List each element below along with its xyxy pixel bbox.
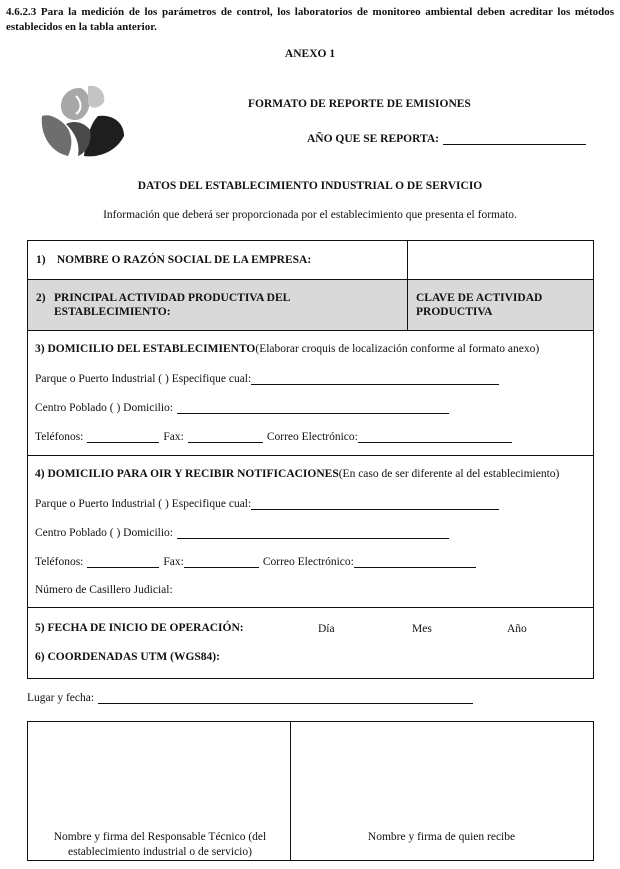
company-name-row (27, 240, 594, 280)
place-date-field (27, 692, 473, 704)
establishment-address-title: 3) DOMICILIO DEL ESTABLECIMIENTO (35, 343, 256, 355)
fax-label-2: Fax: (163, 556, 184, 568)
phones-line[interactable] (87, 431, 159, 443)
signature-table (27, 721, 594, 861)
form-title: FORMATO DE REPORTE DE EMISIONES (248, 98, 471, 110)
industrial-park-label: Parque o Puerto Industrial ( ) Especifique cual: (35, 373, 252, 385)
intro-number: 4.6.2.3 (6, 6, 37, 18)
phones-label: Teléfonos: (35, 431, 84, 443)
section-title: DATOS DEL ESTABLECIMIENTO INDUSTRIAL O DE SERVICIO (137, 180, 483, 192)
operation-start-label: 5) FECHA DE INICIO DE OPERACIÓN: (35, 622, 244, 634)
town-address-line[interactable] (177, 402, 449, 414)
place-date-line[interactable] (98, 692, 473, 704)
utm-coordinates-label: 6) COORDENADAS UTM (WGS84): (35, 651, 220, 663)
phones-label-2: Teléfonos: (35, 556, 84, 568)
month-label: Mes (412, 623, 432, 635)
place-date-label: Lugar y fecha: (27, 692, 95, 704)
industrial-park-line-2[interactable] (251, 498, 499, 510)
intro-text: Para la medición de los parámetros de control, los laboratorios de monitoreo ambiental deben acreditar los métodos establecidos en la tabla anterior. (6, 6, 615, 33)
town-address-label: Centro Poblado ( ) Domicilio: (35, 402, 173, 414)
year-input-line[interactable] (443, 132, 586, 145)
technical-responsible-signature-cell[interactable] (28, 722, 291, 860)
notification-address-title: 4) DOMICILIO PARA OIR Y RECIBIR NOTIFICACIONES (35, 468, 339, 480)
establishment-address-section (27, 330, 594, 456)
activity-code-label: CLAVE DE ACTIVIDAD PRODUCTIVA (416, 292, 543, 318)
year-col-label: Año (507, 623, 527, 635)
receiver-signature-caption: Nombre y firma de quien recibe (367, 831, 516, 843)
info-text: Información que deberá ser proporcionada por el establecimiento que presenta el formato. (103, 209, 517, 221)
row2-number: 2) (36, 292, 46, 304)
notification-address-note: (En caso de ser diferente al del establecimiento) (338, 468, 560, 480)
notification-address-section (27, 455, 594, 608)
email-label: Correo Electrónico: (266, 431, 358, 443)
company-name-label: NOMBRE O RAZÓN SOCIAL DE LA EMPRESA: (56, 254, 312, 266)
email-line-2[interactable] (354, 556, 476, 568)
activity-label-cell (28, 280, 408, 330)
flower-logo-icon (36, 82, 128, 164)
phones-line-2[interactable] (87, 556, 159, 568)
activity-row (27, 279, 594, 331)
town-address-line-2[interactable] (177, 527, 449, 539)
year-label: AÑO QUE SE REPORTA: (307, 133, 439, 145)
judicial-box-label: Número de Casillero Judicial: (35, 584, 173, 596)
annex-heading: ANEXO 1 (284, 48, 336, 60)
activity-label-line2: ESTABLECIMIENTO: (54, 306, 171, 318)
town-address-label-2: Centro Poblado ( ) Domicilio: (35, 527, 173, 539)
day-label: Día (318, 623, 335, 635)
fax-line-2[interactable] (184, 556, 259, 568)
fax-line[interactable] (188, 431, 263, 443)
email-label-2: Correo Electrónico: (262, 556, 354, 568)
email-line[interactable] (358, 431, 512, 443)
operation-start-section (27, 607, 594, 679)
industrial-park-label-2: Parque o Puerto Industrial ( ) Especifique cual: (35, 498, 252, 510)
row1-number: 1) (36, 254, 46, 266)
activity-label-line1: PRINCIPAL ACTIVIDAD PRODUCTIVA DEL (54, 292, 291, 304)
year-field (307, 132, 586, 145)
fax-label: Fax: (163, 431, 184, 443)
establishment-address-note: (Elaborar croquis de localización conforme al formato anexo) (255, 343, 540, 355)
industrial-park-line[interactable] (251, 373, 499, 385)
company-name-label-cell (28, 241, 408, 279)
technical-responsible-caption: Nombre y firma del Responsable Técnico (del establecimiento industrial o de servicio) (53, 831, 267, 858)
intro-paragraph (6, 5, 614, 35)
